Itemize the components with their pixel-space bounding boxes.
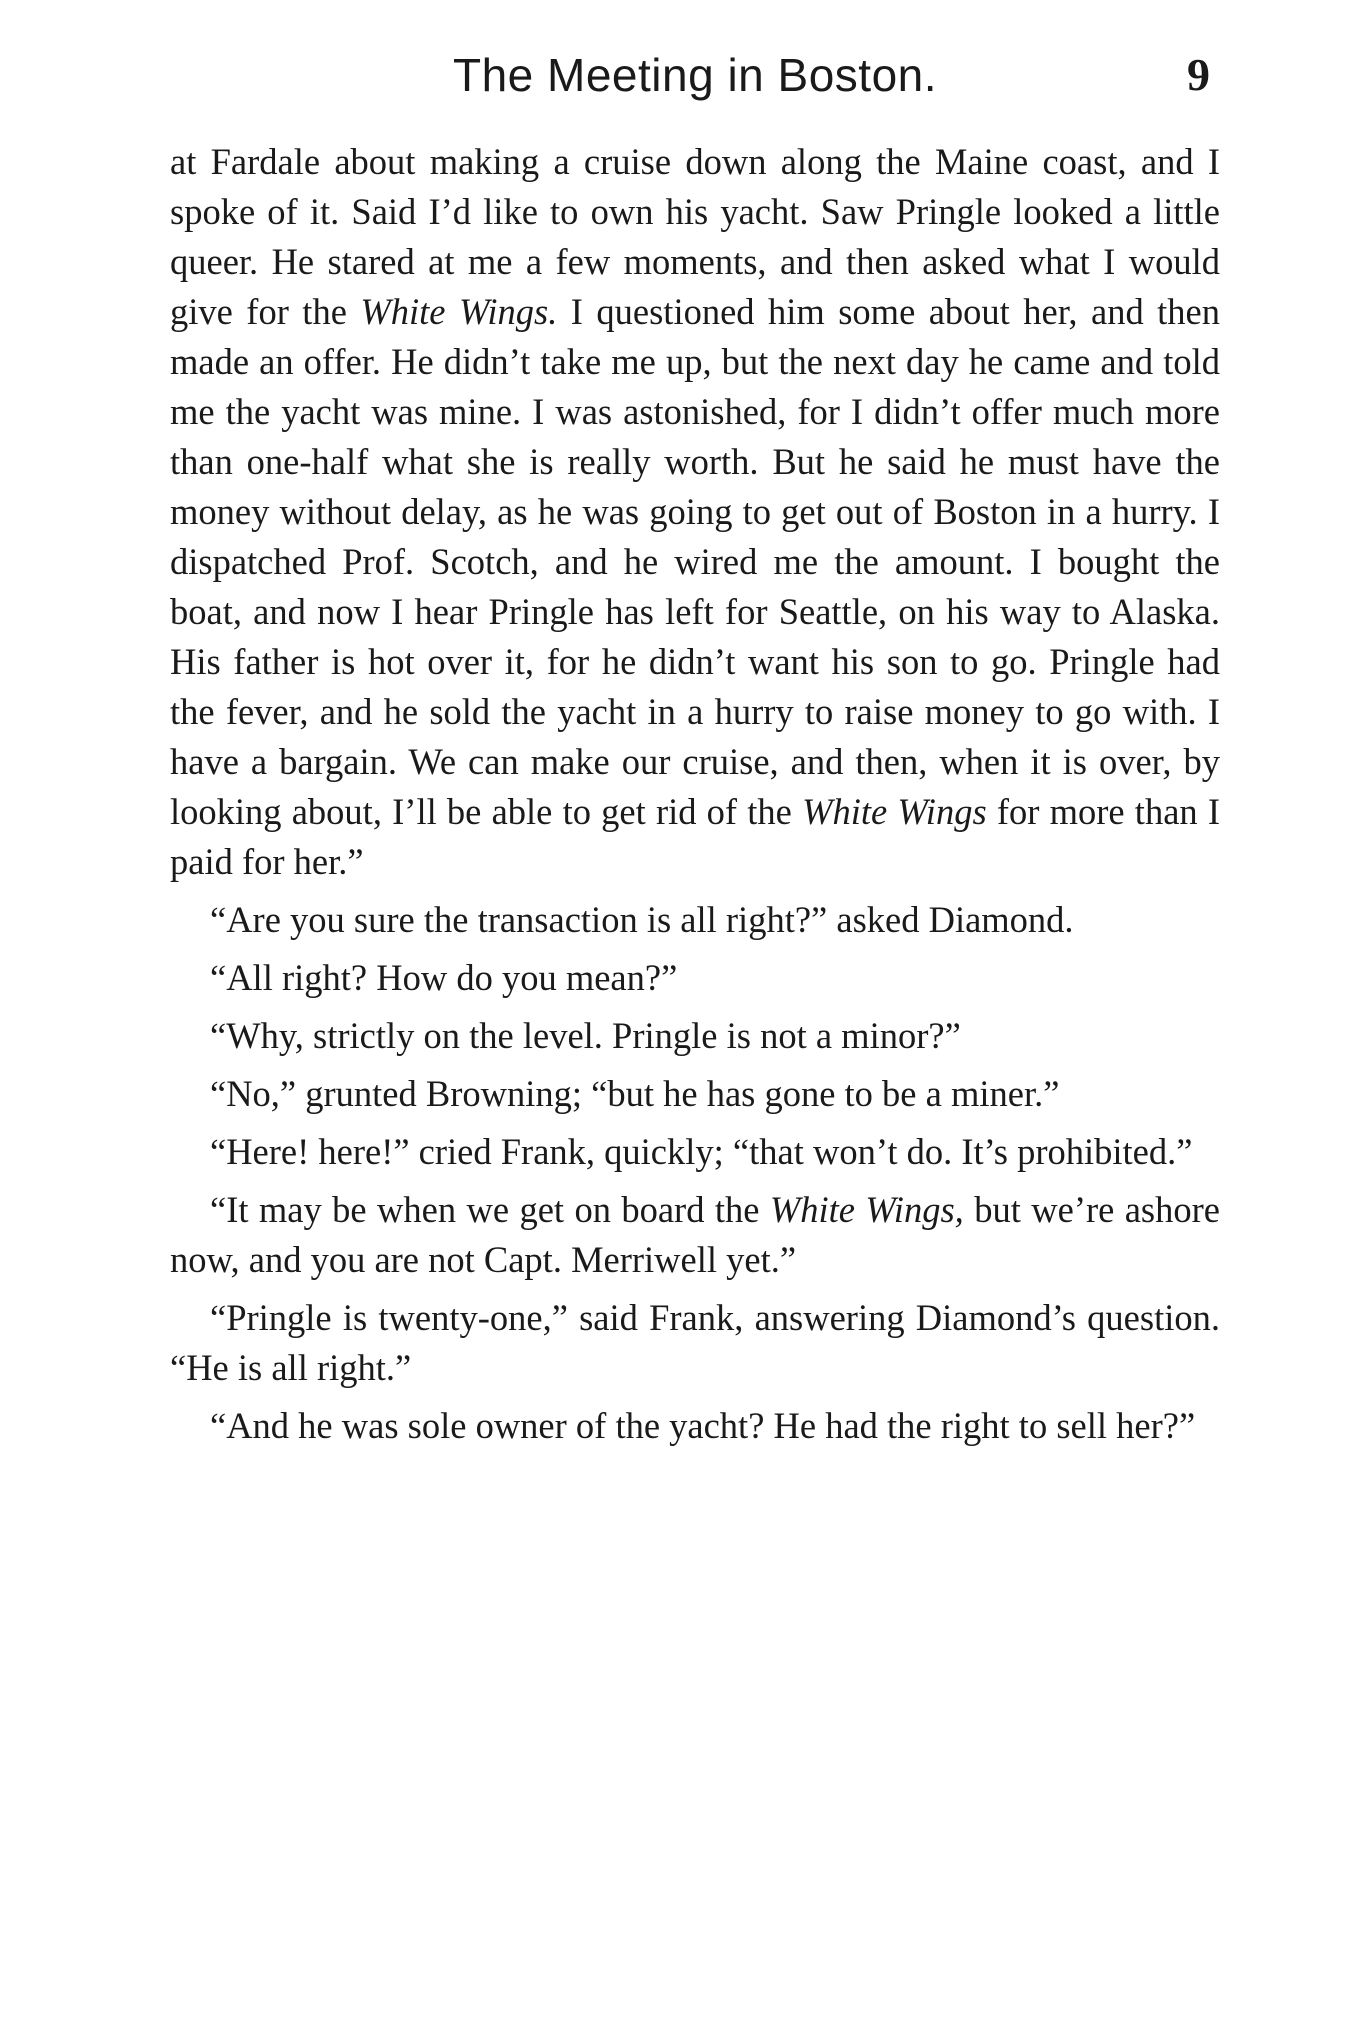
text-run: at Fardale about making a cruise down along the Maine coast, and I spoke of it. Said I’d like to own his yacht. Saw Pringle looked a little queer. He stared at me a few moments, and then asked what I would give for the xyxy=(170,141,1220,332)
paragraph xyxy=(170,1185,1220,1285)
text-body xyxy=(170,137,1220,1451)
text-run: but we’re ashore now, and you are not Capt. Merriwell yet.” xyxy=(170,1189,1220,1280)
italic-ship-name: White Wings xyxy=(802,791,987,832)
text-run: I questioned him some about her, and then made an offer. He didn’t take me up, but the next day he came and told me the yacht was mine. I was astonished, for I didn’t offer much more than one-half what she is really worth. But he said he must have the money without delay, as he was going to get out of Boston in a hurry. I dispatched Prof. Scotch, and he wired me the amount. I bought the boat, and now I hear Pringle has left for Seattle, on his way to Alaska. His father is hot over it, for he didn’t want his son to go. Pringle had the fever, and he sold the yacht in a hurry to raise money to go with. I have a bargain. We can make our cruise, and then, when it is over, by looking about, I’ll be able to get rid of the xyxy=(170,291,1220,832)
paragraph xyxy=(170,1127,1220,1177)
paragraph xyxy=(170,1011,1220,1061)
running-head xyxy=(170,40,1220,110)
paragraph xyxy=(170,1069,1220,1119)
text-run: “All right? How do you mean?” xyxy=(210,957,678,998)
paragraph xyxy=(170,953,1220,1003)
paragraph xyxy=(170,1293,1220,1393)
chapter-title: The Meeting in Boston. xyxy=(452,49,938,101)
paragraph xyxy=(170,1401,1220,1451)
text-run: “Pringle is twenty-one,” said Frank, answering Diamond’s question. “He is all right.” xyxy=(170,1297,1220,1388)
text-run: “And he was sole owner of the yacht? He had the right to sell her?” xyxy=(210,1405,1196,1446)
text-run: “Here! here!” cried Frank, quickly; “that won’t do. It’s prohibited.” xyxy=(210,1131,1193,1172)
paragraph xyxy=(170,137,1220,887)
text-run: “No,” grunted Browning; “but he has gone to be a miner.” xyxy=(210,1073,1060,1114)
text-run: “Why, strictly on the level. Pringle is not a minor?” xyxy=(210,1015,961,1056)
italic-ship-name: White Wings. xyxy=(360,291,558,332)
paragraph xyxy=(170,895,1220,945)
text-run: “Are you sure the transaction is all right?” asked Diamond. xyxy=(210,899,1074,940)
text-run: for more than I paid for her.” xyxy=(170,791,1220,882)
text-run: “It may be when we get on board the xyxy=(210,1189,770,1230)
italic-ship-name: White Wings, xyxy=(769,1189,964,1230)
page-number: 9 xyxy=(1187,49,1210,100)
